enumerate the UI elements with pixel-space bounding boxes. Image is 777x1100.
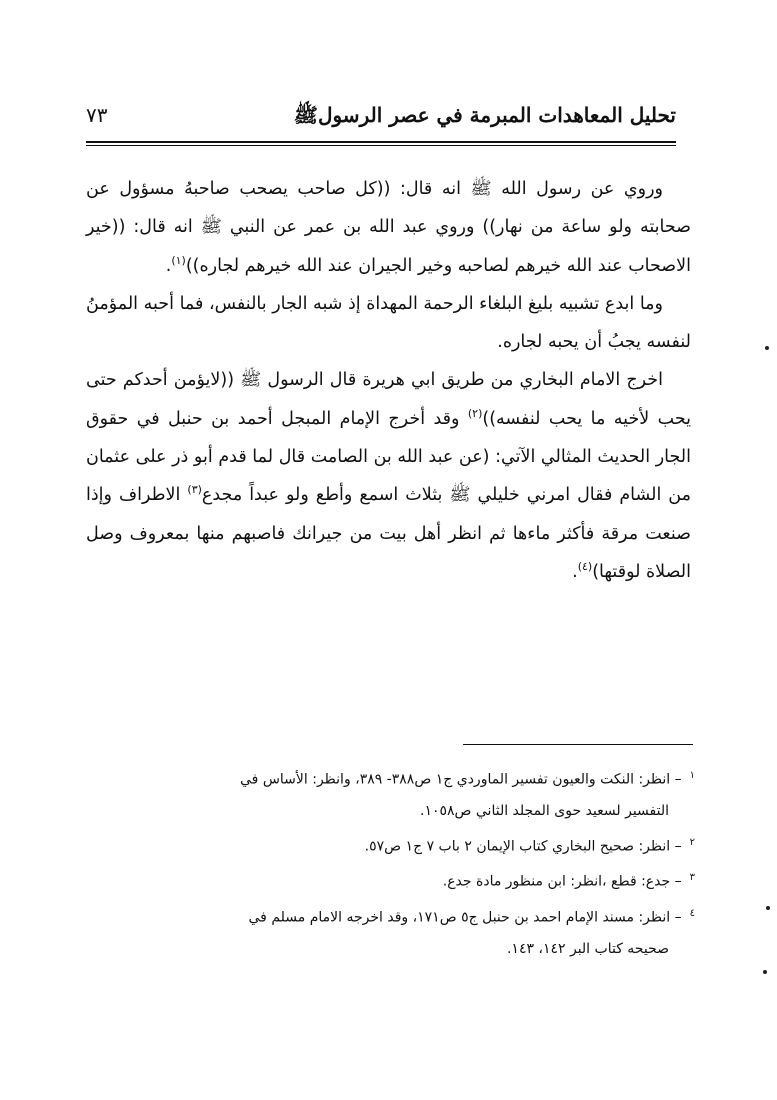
footnote-4-continuation: صحيحه كتاب البر ١٤٢، ١٤٣. — [506, 940, 669, 957]
footnote-number: ٢ — [689, 836, 695, 848]
footnote-separator — [463, 744, 693, 745]
footnote-text: – انظر: صحيح البخاري كتاب الإيمان ٢ باب ٧ ج١ ص٥٧. — [364, 838, 682, 855]
footnote-ref-2: (٢) — [467, 406, 483, 420]
page-header — [86, 100, 676, 140]
footnote-1-continuation: التفسير لسعيد حوى المجلد الثاني ص١٠٥٨. — [419, 802, 669, 819]
footnote-number: ٤ — [689, 907, 695, 919]
scan-speck — [763, 970, 767, 974]
footnote-2 — [120, 827, 695, 863]
running-title: تحليل المعاهدات المبرمة في عصر الرسولﷺ — [293, 103, 676, 127]
footnotes — [120, 760, 695, 965]
main-text — [86, 170, 691, 591]
page-number: ٧٣ — [86, 103, 108, 127]
footnote-text: – انظر: مسند الإمام احمد بن حنبل ج٥ ص١٧١، وقد اخرجه الامام مسلم في — [248, 909, 682, 926]
paragraph-3-text-c: الاطراف وإذا صنعت مرقة فأكثر ماءها ثم انظر أهل بيت من جيرانك فاصبهم منها بمعروف وصل الصلاة لوقتها) — [86, 485, 691, 582]
paragraph-3 — [86, 361, 691, 591]
scan-speck — [765, 346, 769, 350]
footnote-3 — [120, 862, 695, 898]
paragraph-3-text-b: وقد أخرج الإمام المبجل أحمد بن حنبل في حقوق الجار الحديث المثالي الآتي: (عن عبد الله بن الصامت قال لما قدم أبو ذر على عثمان من الشام فقال امرني خليلي ﷺ بثلاث اسمع وأطع ولو عبداً مجدع — [86, 408, 691, 506]
paragraph-1 — [86, 170, 691, 285]
footnote-4 — [120, 898, 695, 934]
paragraph-2: وما ابدع تشبيه بليغ البلغاء الرحمة المهداة إذ شبه الجار بالنفس، فما أحبه المؤمنُ لنفسه يجبُ أن يحبه لجاره. — [86, 293, 691, 353]
footnote-ref-3: (٣) — [187, 483, 202, 497]
paragraph-1-end: . — [165, 255, 172, 276]
paragraph-3-end: . — [572, 561, 578, 582]
footnote-number: ٣ — [689, 872, 695, 884]
paragraph-3-text-a: اخرج الامام البخاري من طريق ابي هريرة قال الرسول ﷺ ((لايؤمن أحدكم حتى يحب لأخيه ما يحب لنفسه)) — [86, 370, 691, 429]
footnote-ref-1: (١) — [171, 253, 186, 267]
paragraph-1-text: وروي عن رسول الله ﷺ انه قال: ((كل صاحب يصحب صاحبهُ مسؤول عن صحابته ولو ساعة من نهار)) وروي عبد الله بن عمر عن النبي ﷺ انه قال: ((خير الاصحاب عند الله خيرهم لصاحبه وخير الجيران عند الله خيرهم لجاره)) — [86, 179, 691, 276]
footnote-ref-4: (٤) — [577, 560, 593, 574]
footnote-number: ١ — [689, 770, 695, 781]
footnote-1 — [120, 760, 695, 796]
header-rule — [86, 141, 676, 146]
footnote-text: – انظر: النكت والعيون تفسير الماوردي ج١ ص٣٨٨- ٣٨٩، وانظر: الأساس في — [240, 771, 682, 788]
footnote-text: – جدع: قطع ،انظر: ابن منظور مادة جدع. — [442, 873, 682, 890]
scan-speck — [766, 906, 770, 910]
